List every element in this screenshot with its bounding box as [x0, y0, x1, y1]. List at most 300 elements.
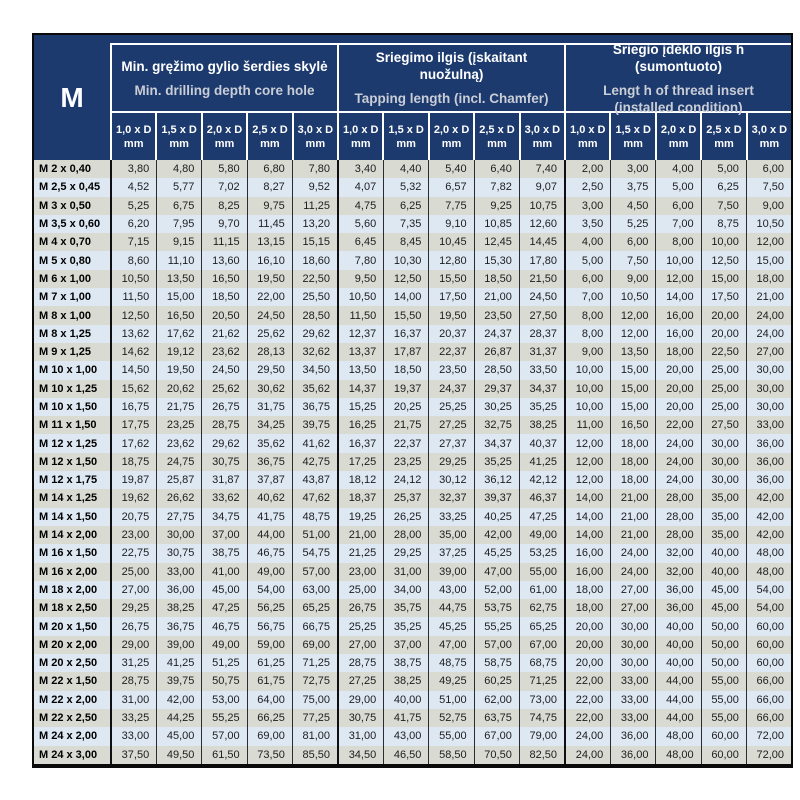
value-cell: 14,00: [383, 288, 428, 306]
table-row: [34, 288, 791, 306]
value-cell: 41,25: [156, 654, 201, 672]
value-cell: 14,00: [564, 526, 610, 544]
value-cell: 44,75: [428, 599, 473, 617]
value-cell: 10,75: [519, 197, 564, 215]
table-row: [34, 306, 791, 324]
value-cell: 37,50: [121, 748, 150, 761]
value-cell: 12,50: [121, 309, 150, 322]
value-cell: 27,25: [428, 416, 473, 434]
value-cell: 26,75: [121, 620, 150, 633]
value-cell: 18,00: [564, 599, 610, 617]
value-cell: 16,25: [337, 416, 383, 434]
value-cell: 47,00: [474, 563, 519, 581]
subcolumn-factor: 3,0 x D: [297, 123, 334, 136]
row-label: M 22 x 2,50: [34, 709, 112, 727]
value-cell: 3,40: [337, 160, 383, 178]
value-cell: 4,40: [383, 160, 428, 178]
value-cell: 9,10: [428, 215, 473, 233]
value-cell: 14,62: [121, 346, 150, 359]
value-cell: 30,75: [201, 453, 246, 471]
value-cell: 16,50: [201, 270, 246, 288]
table-row: [34, 727, 791, 745]
value-cell: 12,00: [746, 233, 791, 251]
value-cell: 60,00: [746, 636, 791, 654]
value-cell: 12,50: [701, 251, 746, 269]
value-cell: 27,00: [610, 581, 655, 599]
value-cell: 30,25: [474, 398, 519, 416]
value-cell: 27,00: [121, 583, 150, 596]
value-cell: 39,75: [156, 672, 201, 690]
subcolumn-unit: mm: [577, 137, 598, 150]
value-cell: 9,25: [474, 197, 519, 215]
value-cell: 41,62: [292, 434, 337, 452]
value-cell: 18,00: [610, 434, 655, 452]
value-cell: 29,37: [474, 380, 519, 398]
value-cell: 15,00: [610, 398, 655, 416]
value-cell: 10,50: [610, 288, 655, 306]
table-header: [34, 35, 791, 160]
value-cell: 51,00: [292, 526, 337, 544]
value-cell: 26,75: [201, 398, 246, 416]
value-cell: 45,00: [156, 727, 201, 745]
value-cell: 9,00: [564, 343, 610, 361]
value-cell: 43,87: [292, 471, 337, 489]
value-cell: 21,00: [610, 508, 655, 526]
value-cell: 33,00: [610, 672, 655, 690]
value-cell: 55,00: [701, 672, 746, 690]
value-cell: 7,00: [564, 288, 610, 306]
row-label: M 10 x 1,00: [34, 361, 112, 379]
value-cell: 14,37: [337, 380, 383, 398]
value-cell: 46,75: [247, 544, 292, 562]
value-cell: 67,00: [519, 636, 564, 654]
value-cell: 45,25: [428, 617, 473, 635]
value-cell: 45,00: [701, 581, 746, 599]
value-cell: 49,25: [428, 672, 473, 690]
value-cell: 20,00: [564, 636, 610, 654]
value-cell: 7,40: [519, 160, 564, 178]
value-cell: 8,25: [201, 197, 246, 215]
value-cell: 35,25: [474, 453, 519, 471]
value-cell: 16,00: [655, 306, 700, 324]
value-cell: 17,80: [519, 251, 564, 269]
value-cell: 24,00: [655, 453, 700, 471]
value-cell: 19,50: [156, 361, 201, 379]
value-cell: 25,00: [337, 581, 383, 599]
value-cell: 36,00: [746, 434, 791, 452]
table-row: [34, 361, 791, 379]
value-cell: 6,00: [610, 233, 655, 251]
subcolumn-unit: mm: [714, 137, 734, 150]
value-cell: 10,30: [383, 251, 428, 269]
value-cell: 33,00: [610, 709, 655, 727]
value-cell: 26,75: [337, 599, 383, 617]
value-cell: 52,75: [428, 709, 473, 727]
row-label: M 8 x 1,25: [34, 325, 112, 343]
subcolumn-header: [292, 113, 337, 160]
value-cell: 34,50: [292, 361, 337, 379]
value-cell: 66,00: [746, 672, 791, 690]
value-cell: 36,00: [610, 727, 655, 745]
value-cell: 35,62: [292, 380, 337, 398]
column-group-title-3: [564, 41, 791, 115]
value-cell: 4,50: [610, 197, 655, 215]
value-cell: 49,00: [201, 636, 246, 654]
value-cell: 72,00: [746, 746, 791, 764]
value-cell: 24,37: [428, 380, 473, 398]
value-cell: 10,85: [474, 215, 519, 233]
value-cell: 26,87: [474, 343, 519, 361]
value-cell: 37,87: [247, 471, 292, 489]
value-cell: 38,75: [383, 654, 428, 672]
value-cell: 51,25: [201, 654, 246, 672]
value-cell: 13,20: [292, 215, 337, 233]
value-cell: 58,75: [474, 654, 519, 672]
value-cell: 24,00: [746, 306, 791, 324]
subcolumn-factor: 2,5 x D: [479, 123, 515, 136]
table-row: [34, 343, 791, 361]
value-cell: 23,50: [474, 306, 519, 324]
value-cell: 36,75: [247, 453, 292, 471]
value-cell: 4,00: [564, 233, 610, 251]
value-cell: 24,00: [564, 746, 610, 764]
value-cell: 66,00: [746, 691, 791, 709]
value-cell: 36,00: [746, 471, 791, 489]
value-cell: 11,50: [337, 306, 383, 324]
value-cell: 33,25: [428, 508, 473, 526]
value-cell: 66,25: [247, 709, 292, 727]
value-cell: 75,00: [292, 691, 337, 709]
value-cell: 36,00: [156, 581, 201, 599]
value-cell: 43,00: [383, 727, 428, 745]
value-cell: 29,25: [428, 453, 473, 471]
value-cell: 25,25: [428, 398, 473, 416]
value-cell: 41,00: [201, 563, 246, 581]
value-cell: 60,00: [746, 654, 791, 672]
table-row: [34, 160, 791, 178]
value-cell: 19,12: [156, 343, 201, 361]
table-row: [34, 709, 791, 727]
value-cell: 33,00: [156, 563, 201, 581]
value-cell: 25,37: [383, 489, 428, 507]
value-cell: 7,75: [428, 197, 473, 215]
value-cell: 58,50: [428, 746, 473, 764]
value-cell: 31,37: [519, 343, 564, 361]
value-cell: 15,00: [610, 361, 655, 379]
value-cell: 10,45: [428, 233, 473, 251]
value-cell: 24,00: [564, 727, 610, 745]
table-row: [34, 526, 791, 544]
subcolumn-header: [746, 113, 791, 160]
subcolumn-unit: mm: [759, 137, 780, 150]
value-cell: 29,62: [292, 325, 337, 343]
value-cell: 55,25: [201, 709, 246, 727]
value-cell: 40,37: [519, 434, 564, 452]
value-cell: 72,75: [292, 672, 337, 690]
value-cell: 24,75: [156, 453, 201, 471]
value-cell: 44,00: [655, 691, 700, 709]
value-cell: 29,50: [247, 361, 292, 379]
value-cell: 24,00: [655, 434, 700, 452]
value-cell: 13,62: [121, 327, 150, 340]
value-cell: 31,75: [247, 398, 292, 416]
row-label: M 2 x 0,40: [34, 160, 112, 178]
table-row: [34, 617, 791, 635]
row-label: M 16 x 2,00: [34, 563, 112, 581]
value-cell: 7,80: [292, 160, 337, 178]
value-cell: 27,25: [337, 672, 383, 690]
value-cell: 54,75: [292, 544, 337, 562]
value-cell: 25,00: [701, 361, 746, 379]
value-cell: 21,62: [201, 325, 246, 343]
subcolumn-header: [609, 113, 654, 160]
value-cell: 24,50: [519, 288, 564, 306]
subcolumn-factor: 1,5 x D: [388, 123, 424, 136]
row-label: M 18 x 2,00: [34, 581, 112, 599]
value-cell: 55,25: [474, 617, 519, 635]
value-cell: 28,00: [655, 489, 700, 507]
value-cell: 24,37: [474, 325, 519, 343]
value-cell: 6,00: [564, 270, 610, 288]
value-cell: 40,00: [655, 654, 700, 672]
value-cell: 6,00: [746, 160, 791, 178]
value-cell: 59,00: [247, 636, 292, 654]
value-cell: 74,75: [519, 709, 564, 727]
row-label: M 20 x 2,50: [34, 654, 112, 672]
value-cell: 42,00: [474, 526, 519, 544]
value-cell: 42,00: [156, 691, 201, 709]
value-cell: 25,00: [701, 380, 746, 398]
value-cell: 14,00: [655, 288, 700, 306]
value-cell: 30,00: [746, 398, 791, 416]
value-cell: 4,00: [655, 160, 700, 178]
thread-insert-spec-table: [32, 33, 793, 768]
value-cell: 22,00: [247, 288, 292, 306]
subcolumn-header: [700, 113, 745, 160]
value-cell: 40,00: [701, 563, 746, 581]
row-label: M 8 x 1,00: [34, 306, 112, 324]
value-cell: 51,00: [428, 691, 473, 709]
table-row: [34, 563, 791, 581]
value-cell: 42,00: [746, 526, 791, 544]
value-cell: 12,37: [337, 325, 383, 343]
value-cell: 82,50: [519, 746, 564, 764]
value-cell: 8,75: [701, 215, 746, 233]
value-cell: 13,37: [337, 343, 383, 361]
value-cell: 10,00: [701, 233, 746, 251]
value-cell: 30,75: [337, 709, 383, 727]
value-cell: 18,00: [610, 453, 655, 471]
subcolumn-factor: 1,0 x D: [115, 123, 152, 136]
value-cell: 6,40: [474, 160, 519, 178]
value-cell: 13,15: [247, 233, 292, 251]
value-cell: 65,25: [519, 617, 564, 635]
value-cell: 71,25: [519, 672, 564, 690]
value-cell: 16,00: [564, 563, 610, 581]
header-right: [112, 35, 791, 160]
value-cell: 60,00: [701, 727, 746, 745]
value-cell: 30,62: [247, 380, 292, 398]
value-cell: 67,00: [474, 727, 519, 745]
value-cell: 26,25: [383, 508, 428, 526]
value-cell: 65,25: [292, 599, 337, 617]
row-label: M 10 x 1,25: [34, 380, 112, 398]
value-cell: 3,00: [610, 160, 655, 178]
table-row: [34, 325, 791, 343]
table-row: [34, 581, 791, 599]
value-cell: 34,50: [337, 746, 383, 764]
value-cell: 9,70: [201, 215, 246, 233]
value-cell: 17,50: [701, 288, 746, 306]
value-cell: 32,00: [655, 563, 700, 581]
value-cell: 2,00: [564, 160, 610, 178]
value-cell: 22,37: [383, 434, 428, 452]
value-cell: 18,37: [337, 489, 383, 507]
value-cell: 28,37: [519, 325, 564, 343]
value-cell: 17,50: [428, 288, 473, 306]
value-cell: 18,00: [655, 343, 700, 361]
value-cell: 11,00: [564, 416, 610, 434]
value-cell: 48,00: [655, 746, 700, 764]
value-cell: 38,75: [201, 544, 246, 562]
value-cell: 16,00: [564, 544, 610, 562]
value-cell: 21,00: [337, 526, 383, 544]
table-row: [34, 251, 791, 269]
value-cell: 12,45: [474, 233, 519, 251]
value-cell: 34,37: [519, 380, 564, 398]
value-cell: 12,50: [383, 270, 428, 288]
value-cell: 11,25: [292, 197, 337, 215]
subcolumn-unit: mm: [305, 137, 326, 150]
value-cell: 24,00: [610, 563, 655, 581]
value-cell: 11,10: [156, 251, 201, 269]
subcolumn-unit: mm: [532, 137, 553, 150]
value-cell: 27,50: [519, 306, 564, 324]
value-cell: 69,00: [292, 636, 337, 654]
value-cell: 28,00: [655, 508, 700, 526]
value-cell: 28,00: [655, 526, 700, 544]
group-title-en-line: Min. drilling depth core hole: [134, 82, 315, 98]
table-row: [34, 197, 791, 215]
value-cell: 10,50: [746, 215, 791, 233]
value-cell: 35,00: [701, 508, 746, 526]
value-cell: 27,00: [337, 636, 383, 654]
value-cell: 63,00: [292, 581, 337, 599]
value-cell: 4,75: [337, 197, 383, 215]
value-cell: 73,50: [247, 746, 292, 764]
group-title-en: [603, 82, 754, 116]
value-cell: 11,50: [122, 291, 150, 304]
value-cell: 28,13: [247, 343, 292, 361]
value-cell: 27,00: [610, 599, 655, 617]
value-cell: 22,00: [564, 691, 610, 709]
value-cell: 10,00: [564, 361, 610, 379]
value-cell: 12,00: [564, 471, 610, 489]
value-cell: 4,80: [156, 160, 201, 178]
value-cell: 14,00: [564, 508, 610, 526]
value-cell: 17,25: [337, 453, 383, 471]
value-cell: 10,00: [655, 251, 700, 269]
column-group-titles: [112, 43, 791, 113]
value-cell: 46,75: [201, 617, 246, 635]
value-cell: 6,57: [428, 178, 473, 196]
value-cell: 49,00: [519, 526, 564, 544]
value-cell: 29,00: [337, 691, 383, 709]
value-cell: 41,75: [247, 508, 292, 526]
value-cell: 10,50: [337, 288, 383, 306]
group-title-en-line: Tapping length (incl. Chamfer): [354, 91, 549, 106]
value-cell: 19,25: [337, 508, 383, 526]
row-label: M 22 x 1,50: [34, 672, 112, 690]
value-cell: 41,75: [383, 709, 428, 727]
value-cell: 31,00: [337, 727, 383, 745]
table-row: [34, 471, 791, 489]
value-cell: 32,00: [655, 544, 700, 562]
value-cell: 33,00: [610, 691, 655, 709]
value-cell: 7,02: [201, 178, 246, 196]
value-cell: 22,37: [428, 343, 473, 361]
value-cell: 31,87: [201, 471, 246, 489]
value-cell: 3,80: [127, 163, 150, 176]
value-cell: 35,75: [383, 599, 428, 617]
value-cell: 18,00: [746, 270, 791, 288]
value-cell: 15,25: [337, 398, 383, 416]
row-label: M 7 x 1,00: [34, 288, 112, 306]
value-cell: 52,00: [474, 581, 519, 599]
subcolumn-factor: 1,0 x D: [343, 123, 379, 136]
row-label: M 2,5 x 0,45: [34, 178, 112, 196]
row-label: M 9 x 1,25: [34, 343, 112, 361]
value-cell: 29,25: [121, 602, 150, 615]
value-cell: 30,12: [428, 471, 473, 489]
row-label: M 12 x 1,25: [34, 434, 112, 452]
value-cell: 15,50: [428, 270, 473, 288]
value-cell: 77,25: [292, 709, 337, 727]
value-cell: 13,50: [156, 270, 201, 288]
value-cell: 8,00: [564, 306, 610, 324]
value-cell: 69,00: [247, 727, 292, 745]
subcolumn-factor: 3,0 x D: [751, 123, 788, 136]
value-cell: 43,00: [428, 581, 473, 599]
value-cell: 56,75: [247, 617, 292, 635]
value-cell: 17,75: [121, 419, 150, 432]
value-cell: 62,75: [519, 599, 564, 617]
value-cell: 49,50: [156, 746, 201, 764]
value-cell: 20,62: [156, 380, 201, 398]
value-cell: 12,00: [655, 270, 700, 288]
value-cell: 18,50: [383, 361, 428, 379]
value-cell: 27,75: [156, 508, 201, 526]
value-cell: 41,25: [519, 453, 564, 471]
subcolumn-unit: mm: [260, 137, 280, 150]
value-cell: 45,25: [474, 544, 519, 562]
subcolumn-header: [564, 113, 609, 160]
value-cell: 9,00: [610, 270, 655, 288]
value-cell: 55,00: [701, 709, 746, 727]
value-cell: 47,62: [292, 489, 337, 507]
value-cell: 7,15: [127, 236, 150, 249]
value-cell: 30,00: [746, 380, 791, 398]
value-cell: 9,15: [156, 233, 201, 251]
subcolumn-factor: 1,5 x D: [615, 123, 651, 136]
value-cell: 85,50: [292, 746, 337, 764]
subcolumn-unit: mm: [123, 137, 144, 150]
value-cell: 15,00: [746, 251, 791, 269]
value-cell: 46,50: [383, 746, 428, 764]
value-cell: 50,00: [701, 617, 746, 635]
value-cell: 53,25: [519, 544, 564, 562]
group-title-en: [355, 90, 549, 107]
